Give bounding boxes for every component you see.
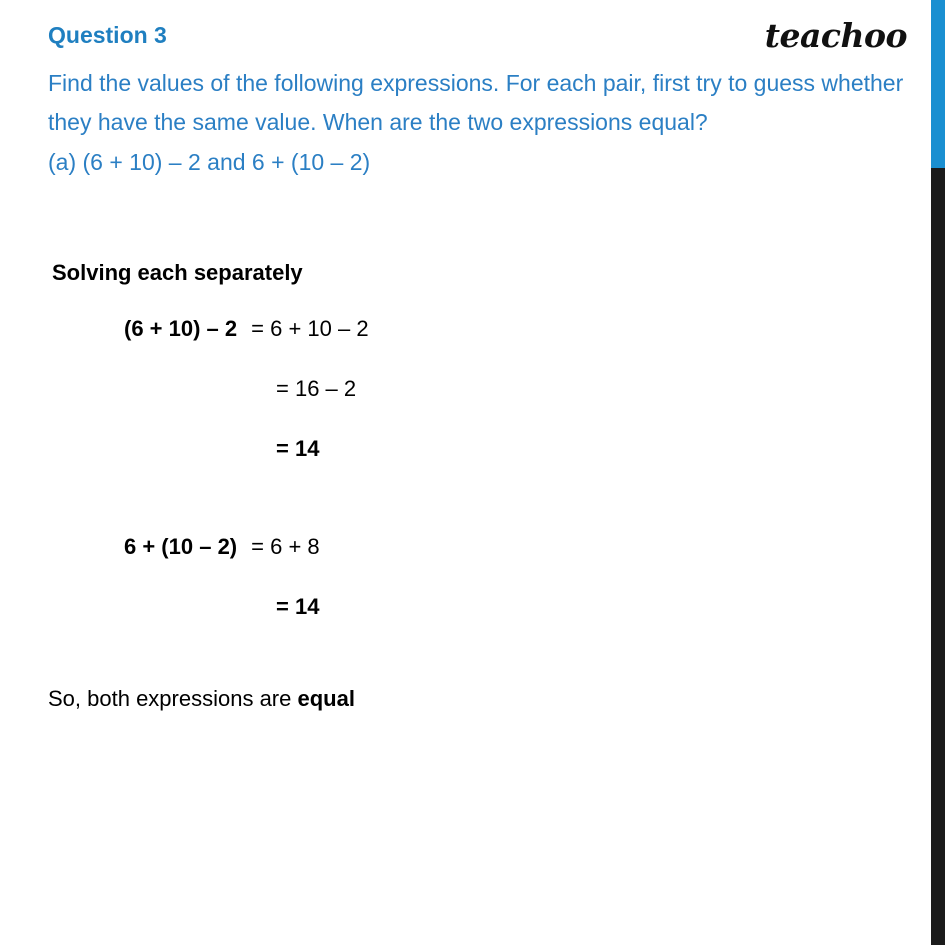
expr2-step2: = 14 <box>276 594 320 620</box>
conclusion <box>48 686 908 712</box>
expr1-line2 <box>48 376 908 402</box>
right-accent-bar-blue <box>931 0 945 168</box>
conclusion-emphasis: equal <box>297 686 355 712</box>
question-text: Find the values of the following expressions. For each pair, first try to guess whether they have the same value. When are the two expressions equal? <box>48 69 904 136</box>
expr2-step1: = 6 + 8 <box>251 534 320 560</box>
solution-heading: Solving each separately <box>52 260 303 286</box>
expr1-step2: = 16 – 2 <box>276 376 357 402</box>
expr2-lhs: 6 + (10 – 2) <box>124 534 238 560</box>
question-part-a: (a) (6 + 10) – 2 and 6 + (10 – 2) <box>48 148 371 175</box>
expr2-line2 <box>48 594 908 620</box>
solution-work <box>48 316 908 620</box>
conclusion-text: So, both expressions are <box>48 686 298 712</box>
expr2-line1 <box>48 534 908 560</box>
right-accent-bar-dark <box>931 168 945 945</box>
expr1-lhs: (6 + 10) – 2 <box>124 316 238 342</box>
expr1-step1: = 6 + 10 – 2 <box>251 316 369 342</box>
expr1-step3: = 14 <box>276 436 320 462</box>
expr1-line1 <box>48 316 908 342</box>
question-body <box>48 64 908 183</box>
teachoo-logo: teachoo <box>764 16 907 55</box>
right-margin-strip <box>921 0 931 945</box>
expr1-line3 <box>48 436 908 462</box>
document-content <box>48 22 908 712</box>
question-title: Question 3 <box>48 22 167 48</box>
